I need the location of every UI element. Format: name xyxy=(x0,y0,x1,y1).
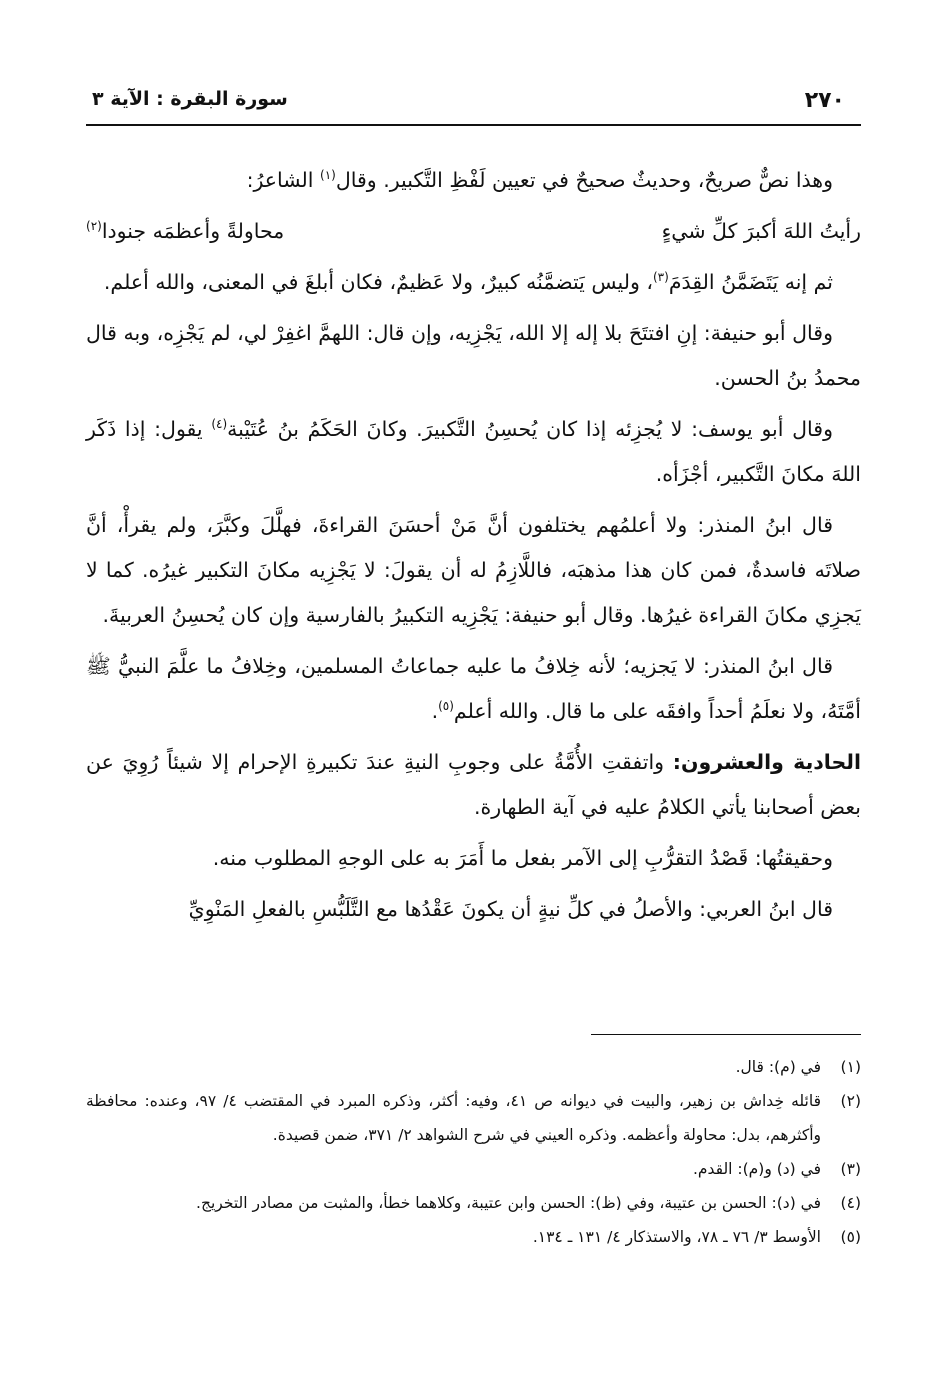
footnote-text: في (د) و(م): القدم. xyxy=(692,1160,821,1178)
paragraph-text: وهذا نصٌّ صريحٌ، وحديثٌ صحيحٌ في تعيين لَفْظِ التَّكبير. وقال xyxy=(335,168,833,192)
main-text xyxy=(86,158,861,938)
footnote-item xyxy=(86,1152,861,1186)
footnote-text: في (م): قال. xyxy=(735,1058,821,1076)
paragraph-text: يقول: إذا ذَكَر اللهَ مكانَ التَّكبير، أجْزَأه. xyxy=(86,417,861,486)
page-header xyxy=(86,88,861,122)
paragraph-1 xyxy=(86,158,861,203)
paragraph-6 xyxy=(86,644,861,734)
verse-text: محاولةً وأعظمَه جنودا xyxy=(101,219,285,243)
footnote-item xyxy=(86,1186,861,1220)
footnote-ref[interactable]: (٢) xyxy=(86,219,102,234)
footnote-ref[interactable]: (١) xyxy=(320,168,336,183)
paragraph-8: وحقيقتُها: قَصْدُ التقرُّبِ إلى الآمر بفعل ما أَمَرَ به على الوجهِ المطلوب منه. xyxy=(212,846,833,870)
paragraph-text: واتفقتِ الأُمَّةُ على وجوبِ النيةِ عندَ تكبيرةِ الإحرام إلا شيئاً رُوِيَ عن بعض أصحابنا يأتي الكلامُ عليه في آية الطهارة. xyxy=(86,750,861,819)
footnote-ref[interactable]: (٤) xyxy=(211,417,228,432)
footnote-number: (١) xyxy=(840,1058,861,1076)
surah-title: سورة البقرة : الآية ٣ xyxy=(92,88,288,110)
footnote-number: (٤) xyxy=(840,1194,861,1212)
footnote-divider xyxy=(591,1034,861,1035)
footnote-ref[interactable]: (٥) xyxy=(438,699,454,714)
paragraph-text: الشاعرُ: xyxy=(246,168,321,192)
footnote-item xyxy=(86,1220,861,1254)
paragraph-text: . xyxy=(431,699,439,723)
paragraph-text: وقال أبو يوسف: لا يُجزِئه إذا كان يُحسِنُ التَّكبيرَ. وكانَ الحَكَمُ بنُ عُتَيْبة xyxy=(227,417,833,441)
paragraph-text: ، وليس يَتضمَّنُه كبيرٌ، ولا عَظيمٌ، فكان أبلغَ في المعنى، والله أعلم. xyxy=(103,270,653,294)
footnote-text: في (د): الحسن بن عتيبة، وفي (ظ): الحسن وابن عتيبة، وكلاهما خطأ، والمثبت من مصادر التخريج. xyxy=(196,1194,821,1212)
poetry-verse xyxy=(86,209,861,254)
footnote-item xyxy=(86,1050,861,1084)
footnote-number: (٢) xyxy=(840,1092,861,1110)
page-number: ٢٧٠ xyxy=(804,88,845,113)
paragraph-7 xyxy=(86,740,861,830)
footnote-number: (٣) xyxy=(840,1160,861,1178)
paragraph-text: ثم إنه يَتَضَمَّنُ القِدَمَ xyxy=(668,270,833,294)
paragraph-5: قال ابنُ المنذر: ولا أعلمُهم يختلفون أنَّ مَنْ أحسَنَ القراءةَ، فهلَّلَ وكبَّرَ، ولم يقرأْ، أنَّ صلاتَه فاسدةٌ، فمن كان هذا مذهبَه، فاللَّازِمُ له أن يقولَ: لا يَجْزِيه مكانَ التكبير غيرُه. كما لا يَجزِي مكانَ القراءة غيرُها. وقال أبو حنيفة: يَجْزِيه التكبيرُ بالفارسية وإن كان يُحسِنُ العربيةَ. xyxy=(86,513,861,627)
footnote-text: قائله خِداش بن زهير، والبيت في ديوانه ص ٤١، وفيه: أكثر، وذكره المبرد في المقتضب ٤/ ٩٧، وعنده: محافظة وأكثرهم، بدل: محاولة وأعظمه. وذكره العيني في شرح الشواهد ٢/ ٣٧١، ضمن قصيدة. xyxy=(86,1092,821,1144)
paragraph-4 xyxy=(86,407,861,497)
verse-first-hemistich: رأيتُ اللهَ أكبرَ كلِّ شيءٍ xyxy=(661,219,861,243)
footnotes xyxy=(86,1050,861,1254)
header-divider xyxy=(86,124,861,126)
paragraph-3: وقال أبو حنيفة: إنِ افتتَحَ بلا إله إلا الله، يَجْزِيه، وإن قال: اللهمَّ اغفِرْ لي، لم يَجْزِه، وبه قال محمدُ بنُ الحسن. xyxy=(86,321,861,390)
section-heading: الحادية والعشرون: xyxy=(672,750,861,774)
paragraph-9: قال ابنُ العربي: والأصلُ في كلِّ نيةٍ أن يكونَ عَقْدُها مع التَّلَبُّسِ بالفعلِ المَنْوِيِّ xyxy=(188,897,833,921)
verse-second-hemistich xyxy=(86,209,436,254)
footnote-ref[interactable]: (٣) xyxy=(652,270,669,285)
footnote-text: الأوسط ٣/ ٧٦ ـ ٧٨، والاستذكار ٤/ ١٣١ ـ ١٣٤. xyxy=(532,1228,821,1246)
footnote-item xyxy=(86,1084,861,1152)
book-page xyxy=(86,70,861,1340)
footnote-number: (٥) xyxy=(840,1228,861,1246)
paragraph-text: قال ابنُ المنذر: لا يَجزيه؛ لأنه خِلافُ ما عليه جماعاتُ المسلمين، وخِلافُ ما علَّمَ النبيُّ ﷺ أمَّتَهُ، ولا نعلَمُ أحداً وافقَه على ما قال. والله أعلم xyxy=(86,654,861,723)
paragraph-2 xyxy=(86,260,861,305)
